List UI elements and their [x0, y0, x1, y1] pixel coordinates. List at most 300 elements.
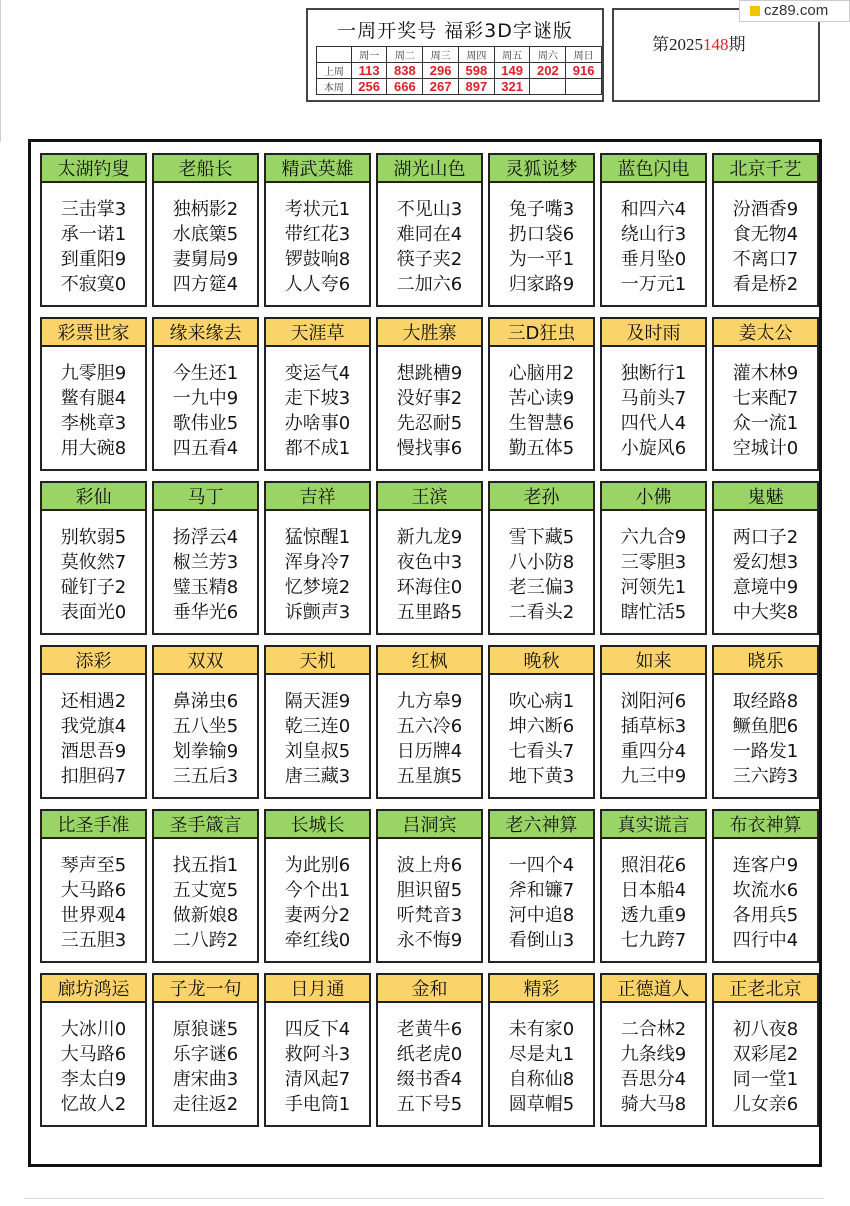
riddle-line: 归家路9	[508, 274, 575, 295]
riddle-lines	[154, 183, 257, 297]
riddle-line: 先忍耐5	[396, 413, 463, 434]
riddle-line: 今个出1	[284, 880, 351, 901]
riddle-line: 新九龙9	[396, 527, 463, 548]
riddle-lines	[490, 511, 593, 625]
riddle-line: 鼻涕虫6	[172, 691, 239, 712]
riddle-line: 扔口袋6	[508, 224, 575, 245]
riddle-line: 诉颤声3	[284, 602, 351, 623]
riddle-line: 三击掌3	[60, 199, 127, 220]
card-title: 精武英雄	[266, 155, 369, 183]
riddle-lines	[714, 183, 817, 297]
riddle-lines	[714, 675, 817, 789]
left-edge-line	[0, 0, 1, 142]
riddle-line: 灌木林9	[732, 363, 799, 384]
riddle-line: 同一堂1	[732, 1069, 799, 1090]
draw-number: 267	[423, 79, 459, 95]
riddle-line: 五八坐5	[172, 716, 239, 737]
riddle-card	[488, 481, 595, 635]
card-title: 老孙	[490, 483, 593, 511]
riddle-line: 四五看4	[172, 438, 239, 459]
riddle-lines	[490, 183, 593, 297]
card-title: 正老北京	[714, 975, 817, 1003]
riddle-line: 七来配7	[732, 388, 799, 409]
riddle-line: 我党旗4	[60, 716, 127, 737]
riddle-lines	[378, 511, 481, 625]
riddle-line: 为此别6	[284, 855, 351, 876]
riddle-line: 兔子嘴3	[508, 199, 575, 220]
card-title: 吉祥	[266, 483, 369, 511]
riddle-lines	[42, 675, 145, 789]
riddle-line: 河中追8	[508, 905, 575, 926]
riddle-line: 取经路8	[732, 691, 799, 712]
riddle-line: 垂月坠0	[620, 249, 687, 270]
weekly-draw-header	[306, 8, 604, 102]
riddle-card	[600, 645, 707, 799]
riddle-line: 一四个4	[508, 855, 575, 876]
riddle-line: 儿女亲6	[732, 1094, 799, 1115]
riddle-line: 六九合9	[620, 527, 687, 548]
card-title: 三D狂虫	[490, 319, 593, 347]
riddle-line: 大马路6	[60, 1044, 127, 1065]
draw-number	[530, 79, 566, 95]
riddle-line: 照泪花6	[620, 855, 687, 876]
riddle-lines	[602, 183, 705, 297]
riddle-line: 四反下4	[284, 1019, 351, 1040]
card-title: 马丁	[154, 483, 257, 511]
card-title: 老船长	[154, 155, 257, 183]
riddle-card	[488, 153, 595, 307]
draw-number: 916	[566, 63, 602, 79]
riddle-line: 一路发1	[732, 741, 799, 762]
riddle-line: 三六跨3	[732, 766, 799, 787]
riddle-line: 听梵音3	[396, 905, 463, 926]
riddle-line: 五六冷6	[396, 716, 463, 737]
riddle-board	[28, 139, 822, 1167]
riddle-line: 两口子2	[732, 527, 799, 548]
riddle-card	[712, 645, 819, 799]
riddle-lines	[266, 183, 369, 297]
draw-number: 897	[458, 79, 494, 95]
riddle-card	[152, 809, 259, 963]
card-title: 日月通	[266, 975, 369, 1003]
weekday-header: 周三	[423, 47, 459, 63]
riddle-line: 李桃章3	[60, 413, 127, 434]
riddle-line: 五下号5	[396, 1094, 463, 1115]
riddle-line: 独柄影2	[172, 199, 239, 220]
riddle-line: 不见山3	[396, 199, 463, 220]
riddle-line: 不离口7	[732, 249, 799, 270]
riddle-card	[712, 481, 819, 635]
riddle-line: 日本船4	[620, 880, 687, 901]
period-label	[652, 30, 746, 55]
riddle-line: 椒兰芳3	[172, 552, 239, 573]
riddle-line: 爱幻想3	[732, 552, 799, 573]
riddle-card	[40, 481, 147, 635]
riddle-line: 坤六断6	[508, 716, 575, 737]
riddle-lines	[154, 675, 257, 789]
period-number: 148	[703, 35, 729, 54]
riddle-line: 妻两分2	[284, 905, 351, 926]
riddle-card	[488, 973, 595, 1127]
riddle-card	[40, 645, 147, 799]
riddle-line: 自称仙8	[508, 1069, 575, 1090]
period-prefix: 第2025	[652, 35, 703, 54]
riddle-card	[152, 317, 259, 471]
riddle-lines	[714, 511, 817, 625]
riddle-card	[264, 153, 371, 307]
riddle-lines	[378, 839, 481, 953]
riddle-lines	[714, 347, 817, 461]
card-title: 灵狐说梦	[490, 155, 593, 183]
weekday-header: 周一	[351, 47, 387, 63]
riddle-line: 不寂寞0	[60, 274, 127, 295]
card-title: 布衣神算	[714, 811, 817, 839]
riddle-line: 九条线9	[620, 1044, 687, 1065]
riddle-line: 扬浮云4	[172, 527, 239, 548]
riddle-line: 重四分4	[620, 741, 687, 762]
riddle-lines	[378, 347, 481, 461]
riddle-line: 没好事2	[396, 388, 463, 409]
card-title: 晚秋	[490, 647, 593, 675]
card-title: 太湖钓叟	[42, 155, 145, 183]
riddle-line: 生智慧6	[508, 413, 575, 434]
watermark-text: cz89.com	[764, 2, 829, 19]
riddle-line: 忆故人2	[60, 1094, 127, 1115]
riddle-card	[376, 317, 483, 471]
riddle-card	[264, 809, 371, 963]
riddle-line: 想跳槽9	[396, 363, 463, 384]
card-title: 正德道人	[602, 975, 705, 1003]
riddle-line: 河领先1	[620, 577, 687, 598]
weekday-header: 周六	[530, 47, 566, 63]
riddle-card	[152, 481, 259, 635]
riddle-card	[152, 153, 259, 307]
riddle-line: 李太白9	[60, 1069, 127, 1090]
riddle-line: 未有家0	[508, 1019, 575, 1040]
riddle-card	[600, 809, 707, 963]
card-title: 金和	[378, 975, 481, 1003]
riddle-card	[600, 481, 707, 635]
riddle-line: 圆草帽5	[508, 1094, 575, 1115]
card-title: 鬼魅	[714, 483, 817, 511]
riddle-lines	[490, 839, 593, 953]
riddle-line: 三五后3	[172, 766, 239, 787]
riddle-lines	[490, 347, 593, 461]
riddle-line: 一万元1	[620, 274, 687, 295]
riddle-line: 心脑用2	[508, 363, 575, 384]
weekday-header: 周二	[387, 47, 423, 63]
card-title: 廊坊鸿运	[42, 975, 145, 1003]
riddle-lines	[266, 511, 369, 625]
riddle-card	[40, 973, 147, 1127]
riddle-line: 承一诺1	[60, 224, 127, 245]
riddle-lines	[490, 675, 593, 789]
riddle-lines	[42, 347, 145, 461]
riddle-line: 二加六6	[396, 274, 463, 295]
riddle-card	[712, 317, 819, 471]
riddle-line: 中大奖8	[732, 602, 799, 623]
riddle-line: 忆梦境2	[284, 577, 351, 598]
weekday-header: 周五	[494, 47, 530, 63]
card-title: 红枫	[378, 647, 481, 675]
riddle-line: 尽是丸1	[508, 1044, 575, 1065]
draw-number	[566, 79, 602, 95]
riddle-line: 瞎忙活5	[620, 602, 687, 623]
riddle-line: 扣胆码7	[60, 766, 127, 787]
riddle-line: 看倒山3	[508, 930, 575, 951]
riddle-line: 缀书香4	[396, 1069, 463, 1090]
riddle-line: 小旋风6	[620, 438, 687, 459]
riddle-line: 浏阳河6	[620, 691, 687, 712]
riddle-line: 歌伟业5	[172, 413, 239, 434]
riddle-line: 苦心读9	[508, 388, 575, 409]
riddle-card	[376, 973, 483, 1127]
riddle-line: 清风起7	[284, 1069, 351, 1090]
riddle-line: 慢找事6	[396, 438, 463, 459]
riddle-line: 四行中4	[732, 930, 799, 951]
riddle-card	[376, 809, 483, 963]
draw-number: 256	[351, 79, 387, 95]
riddle-line: 乐字谜6	[172, 1044, 239, 1065]
riddle-line: 大冰川0	[60, 1019, 127, 1040]
card-title: 湖光山色	[378, 155, 481, 183]
riddle-line: 二看头2	[508, 602, 575, 623]
riddle-line: 勤五体5	[508, 438, 575, 459]
period-suffix: 期	[728, 35, 746, 54]
riddle-line: 五丈宽5	[172, 880, 239, 901]
riddle-lines	[490, 1003, 593, 1117]
draw-number: 149	[494, 63, 530, 79]
card-title: 晓乐	[714, 647, 817, 675]
riddle-card	[712, 973, 819, 1127]
riddle-lines	[714, 839, 817, 953]
riddle-line: 三零胆3	[620, 552, 687, 573]
riddle-line: 都不成1	[284, 438, 351, 459]
this-week-row	[317, 79, 602, 95]
riddle-card	[376, 645, 483, 799]
card-title: 小佛	[602, 483, 705, 511]
riddle-grid	[40, 153, 819, 1127]
riddle-line: 七九跨7	[620, 930, 687, 951]
card-title: 天机	[266, 647, 369, 675]
riddle-lines	[602, 511, 705, 625]
riddle-lines	[602, 347, 705, 461]
riddle-card	[264, 645, 371, 799]
last-week-label: 上周	[317, 63, 352, 79]
riddle-line: 唐宋曲3	[172, 1069, 239, 1090]
riddle-line: 用大碗8	[60, 438, 127, 459]
riddle-line: 唐三藏3	[284, 766, 351, 787]
card-title: 添彩	[42, 647, 145, 675]
riddle-line: 纸老虎0	[396, 1044, 463, 1065]
logo-square-icon	[750, 6, 760, 16]
draw-number: 838	[387, 63, 423, 79]
riddle-line: 大马路6	[60, 880, 127, 901]
draw-number: 202	[530, 63, 566, 79]
riddle-card	[40, 153, 147, 307]
riddle-line: 一九中9	[172, 388, 239, 409]
riddle-line: 牵红线0	[284, 930, 351, 951]
card-title: 精彩	[490, 975, 593, 1003]
weekday-header: 周日	[566, 47, 602, 63]
riddle-line: 独断行1	[620, 363, 687, 384]
riddle-lines	[378, 1003, 481, 1117]
card-title: 缘来缘去	[154, 319, 257, 347]
riddle-lines	[42, 183, 145, 297]
card-title: 老六神算	[490, 811, 593, 839]
riddle-card	[40, 317, 147, 471]
riddle-card	[376, 153, 483, 307]
card-title: 蓝色闪电	[602, 155, 705, 183]
riddle-lines	[154, 511, 257, 625]
riddle-line: 到重阳9	[60, 249, 127, 270]
riddle-line: 鳜鱼肥6	[732, 716, 799, 737]
riddle-lines	[42, 511, 145, 625]
riddle-line: 看是桥2	[732, 274, 799, 295]
card-title: 真实谎言	[602, 811, 705, 839]
riddle-line: 划拳输9	[172, 741, 239, 762]
riddle-lines	[154, 1003, 257, 1117]
riddle-line: 众一流1	[732, 413, 799, 434]
riddle-line: 表面光0	[60, 602, 127, 623]
card-title: 彩票世家	[42, 319, 145, 347]
riddle-line: 各用兵5	[732, 905, 799, 926]
riddle-line: 走往返2	[172, 1094, 239, 1115]
riddle-line: 手电筒1	[284, 1094, 351, 1115]
riddle-card	[152, 645, 259, 799]
riddle-line: 老三偏3	[508, 577, 575, 598]
bottom-divider	[24, 1198, 824, 1199]
riddle-card	[264, 973, 371, 1127]
riddle-line: 浑身冷7	[284, 552, 351, 573]
riddle-line: 莫攸然7	[60, 552, 127, 573]
riddle-line: 环海住0	[396, 577, 463, 598]
riddle-line: 空城计0	[732, 438, 799, 459]
riddle-line: 七看头7	[508, 741, 575, 762]
riddle-line: 夜色中3	[396, 552, 463, 573]
riddle-line: 为一平1	[508, 249, 575, 270]
riddle-lines	[602, 839, 705, 953]
riddle-line: 透九重9	[620, 905, 687, 926]
riddle-line: 日历牌4	[396, 741, 463, 762]
weekly-draw-table	[316, 46, 602, 95]
card-title: 大胜寨	[378, 319, 481, 347]
riddle-line: 璧玉精8	[172, 577, 239, 598]
riddle-lines	[42, 839, 145, 953]
card-title: 子龙一句	[154, 975, 257, 1003]
draw-number: 296	[423, 63, 459, 79]
card-title: 彩仙	[42, 483, 145, 511]
riddle-card	[264, 481, 371, 635]
riddle-card	[600, 153, 707, 307]
riddle-line: 食无物4	[732, 224, 799, 245]
riddle-line: 永不悔9	[396, 930, 463, 951]
card-title: 圣手箴言	[154, 811, 257, 839]
riddle-line: 斧和镰7	[508, 880, 575, 901]
riddle-line: 波上舟6	[396, 855, 463, 876]
riddle-line: 考状元1	[284, 199, 351, 220]
riddle-line: 水底篥5	[172, 224, 239, 245]
riddle-line: 九三中9	[620, 766, 687, 787]
riddle-card	[712, 153, 819, 307]
riddle-line: 老黄牛6	[396, 1019, 463, 1040]
riddle-line: 骑大马8	[620, 1094, 687, 1115]
riddle-line: 和四六4	[620, 199, 687, 220]
riddle-line: 走下坡3	[284, 388, 351, 409]
riddle-line: 人人夸6	[284, 274, 351, 295]
riddle-line: 九方皋9	[396, 691, 463, 712]
header-title: 一周开奖号 福彩3D字谜版	[337, 20, 573, 42]
riddle-line: 插草标3	[620, 716, 687, 737]
riddle-line: 找五指1	[172, 855, 239, 876]
riddle-line: 还相遇2	[60, 691, 127, 712]
riddle-lines	[266, 1003, 369, 1117]
riddle-line: 办啥事0	[284, 413, 351, 434]
riddle-card	[600, 317, 707, 471]
riddle-card	[488, 317, 595, 471]
card-title: 姜太公	[714, 319, 817, 347]
riddle-line: 吾思分4	[620, 1069, 687, 1090]
riddle-line: 雪下藏5	[508, 527, 575, 548]
riddle-line: 五星旗5	[396, 766, 463, 787]
riddle-lines	[714, 1003, 817, 1117]
riddle-line: 刘皇叔5	[284, 741, 351, 762]
riddle-line: 变运气4	[284, 363, 351, 384]
riddle-line: 二八跨2	[172, 930, 239, 951]
riddle-line: 碰钉子2	[60, 577, 127, 598]
riddle-line: 别软弱5	[60, 527, 127, 548]
last-week-row	[317, 63, 602, 79]
riddle-line: 琴声至5	[60, 855, 127, 876]
riddle-line: 筷子夹2	[396, 249, 463, 270]
riddle-lines	[378, 183, 481, 297]
card-title: 吕洞宾	[378, 811, 481, 839]
draw-number: 321	[494, 79, 530, 95]
riddle-lines	[266, 347, 369, 461]
this-week-label: 本周	[317, 79, 352, 95]
card-title: 比圣手准	[42, 811, 145, 839]
site-watermark[interactable]	[739, 0, 850, 22]
riddle-line: 锣鼓响8	[284, 249, 351, 270]
riddle-line: 三五胆3	[60, 930, 127, 951]
riddle-line: 鳖有腿4	[60, 388, 127, 409]
riddle-card	[600, 973, 707, 1127]
draw-number: 598	[458, 63, 494, 79]
riddle-line: 隔天涯9	[284, 691, 351, 712]
riddle-line: 意境中9	[732, 577, 799, 598]
card-title: 王滨	[378, 483, 481, 511]
riddle-lines	[154, 839, 257, 953]
riddle-card	[376, 481, 483, 635]
riddle-card	[264, 317, 371, 471]
riddle-line: 马前头7	[620, 388, 687, 409]
riddle-line: 汾酒香9	[732, 199, 799, 220]
riddle-line: 做新娘8	[172, 905, 239, 926]
riddle-lines	[378, 675, 481, 789]
riddle-line: 带红花3	[284, 224, 351, 245]
period-box	[612, 8, 820, 102]
riddle-line: 原狼谜5	[172, 1019, 239, 1040]
riddle-lines	[602, 1003, 705, 1117]
riddle-line: 垂华光6	[172, 602, 239, 623]
riddle-line: 绕山行3	[620, 224, 687, 245]
weekday-header: 周四	[458, 47, 494, 63]
riddle-line: 救阿斗3	[284, 1044, 351, 1065]
riddle-line: 酒思吾9	[60, 741, 127, 762]
card-title: 长城长	[266, 811, 369, 839]
riddle-line: 胆识留5	[396, 880, 463, 901]
riddle-line: 连客户9	[732, 855, 799, 876]
